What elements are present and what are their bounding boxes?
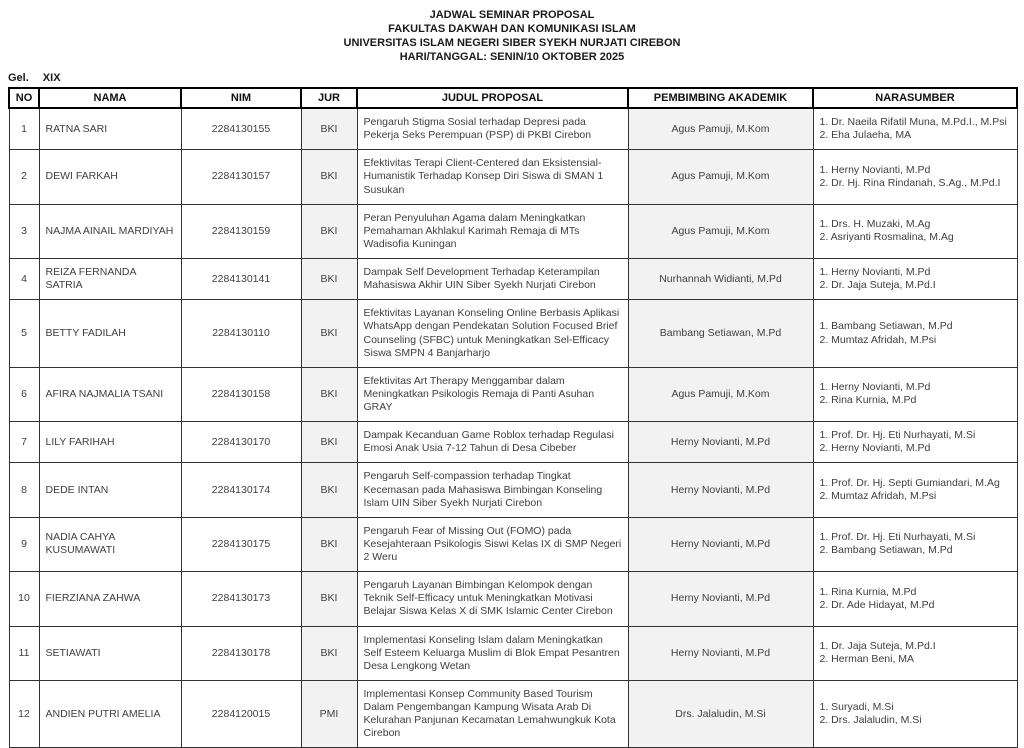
cell-judul-proposal: Efektivitas Layanan Konseling Online Berbasis Aplikasi WhatsApp dengan Pendekatan Solution Focused Brief Counseling (SFBC) untuk Meningkatkan Sel-Efficacy Siswa SMPN 4 Banjarharjo xyxy=(357,300,628,368)
cell-jur: BKI xyxy=(301,463,357,517)
narasumber-line: 1. Dr. Jaja Suteja, M.Pd.I xyxy=(819,640,936,653)
col-header-nama: NAMA xyxy=(39,88,181,108)
narasumber-line: 2. Rina Kurnia, M.Pd xyxy=(819,394,917,407)
table-row xyxy=(9,150,1017,204)
cell-narasumber xyxy=(813,259,1017,300)
cell-narasumber xyxy=(813,150,1017,204)
narasumber-line: 1. Dr. Naeila Rifatil Muna, M.Pd.I., M.Psi xyxy=(819,116,1007,128)
cell-jur: PMI xyxy=(301,680,357,748)
narasumber-line: 1. Herny Novianti, M.Pd xyxy=(819,381,931,394)
cell-judul-proposal: Efektivitas Terapi Client-Centered dan Eksistensial-Humanistik Terhadap Konsep Diri Siswa di SMAN 1 Susukan xyxy=(357,150,628,204)
group-label xyxy=(8,72,1024,84)
cell-narasumber xyxy=(813,367,1017,421)
cell-no: 10 xyxy=(9,572,39,626)
narasumber-line: 1. Herny Novianti, M.Pd xyxy=(819,266,931,278)
cell-jur: BKI xyxy=(301,422,357,463)
cell-pembimbing-akademik: Herny Novianti, M.Pd xyxy=(628,572,813,626)
cell-nama: FIERZIANA ZAHWA xyxy=(39,572,181,626)
table-row xyxy=(9,572,1017,626)
cell-nim: 2284130175 xyxy=(181,517,301,571)
cell-no: 3 xyxy=(9,204,39,258)
cell-judul-proposal: Dampak Kecanduan Game Roblox terhadap Regulasi Emosi Anak Usia 7-12 Tahun di Desa Cibeber xyxy=(357,422,628,463)
col-header-judul-proposal: JUDUL PROPOSAL xyxy=(357,88,628,108)
cell-judul-proposal: Peran Penyuluhan Agama dalam Meningkatkan Pemahaman Akhlakul Karimah Remaja di MTs Wadisofia Kuningan xyxy=(357,204,628,258)
cell-nama: DEDE INTAN xyxy=(39,463,181,517)
cell-narasumber xyxy=(813,572,1017,626)
title-line-1: JADWAL SEMINAR PROPOSAL xyxy=(429,9,595,21)
cell-judul-proposal: Pengaruh Self-compassion terhadap Tingkat Kecemasan pada Mahasiswa Bimbingan Konseling Islam UIN Siber Syekh Nurjati Cirebon xyxy=(357,463,628,517)
title-line-4: HARI/TANGGAL: SENIN/10 OKTOBER 2025 xyxy=(399,51,625,63)
cell-nim: 2284130178 xyxy=(181,626,301,680)
cell-nim: 2284130173 xyxy=(181,572,301,626)
col-header-narasumber: NARASUMBER xyxy=(813,88,1017,108)
narasumber-line: 2. Eha Julaeha, MA xyxy=(819,129,912,142)
cell-nim: 2284130158 xyxy=(181,367,301,421)
cell-pembimbing-akademik: Herny Novianti, M.Pd xyxy=(628,517,813,571)
cell-no: 11 xyxy=(9,626,39,680)
cell-no: 4 xyxy=(9,259,39,300)
narasumber-line: 2. Herman Beni, MA xyxy=(819,653,915,666)
table-row xyxy=(9,680,1017,748)
group-label-value: XIX xyxy=(42,72,61,84)
narasumber-line: 2. Herny Novianti, M.Pd xyxy=(819,442,931,455)
cell-pembimbing-akademik: Herny Novianti, M.Pd xyxy=(628,422,813,463)
cell-narasumber xyxy=(813,463,1017,517)
cell-jur: BKI xyxy=(301,626,357,680)
cell-judul-proposal: Efektivitas Art Therapy Menggambar dalam Meningkatkan Psikologis Remaja di Panti Asuhan GRAY xyxy=(357,367,628,421)
cell-pembimbing-akademik: Herny Novianti, M.Pd xyxy=(628,463,813,517)
cell-nim: 2284130157 xyxy=(181,150,301,204)
cell-judul-proposal: Dampak Self Development Terhadap Keterampilan Mahasiswa Akhir UIN Siber Syekh Nurjati Cirebon xyxy=(357,259,628,300)
cell-nama: NAJMA AINAIL MARDIYAH xyxy=(39,204,181,258)
narasumber-line: 2. Bambang Setiawan, M.Pd xyxy=(819,544,953,557)
narasumber-line: 2. Drs. Jalaludin, M.Si xyxy=(819,714,922,727)
cell-nama: REIZA FERNANDA SATRIA xyxy=(39,259,181,300)
cell-jur: BKI xyxy=(301,150,357,204)
col-header-pembimbing-akademik: PEMBIMBING AKADEMIK xyxy=(628,88,813,108)
cell-nim: 2284130155 xyxy=(181,108,301,150)
cell-nama: ANDIEN PUTRI AMELIA xyxy=(39,680,181,748)
table-row xyxy=(9,367,1017,421)
narasumber-line: 2. Mumtaz Afridah, M.Psi xyxy=(819,490,937,503)
cell-narasumber xyxy=(813,300,1017,368)
narasumber-line: 1. Prof. Dr. Hj. Eti Nurhayati, M.Si xyxy=(819,531,976,544)
narasumber-line: 2. Dr. Jaja Suteja, M.Pd.I xyxy=(819,279,936,292)
cell-no: 8 xyxy=(9,463,39,517)
cell-judul-proposal: Pengaruh Stigma Sosial terhadap Depresi pada Pekerja Seks Perempuan (PSP) di PKBI Cirebon xyxy=(357,108,628,150)
cell-narasumber xyxy=(813,108,1017,150)
cell-jur: BKI xyxy=(301,367,357,421)
cell-pembimbing-akademik: Agus Pamuji, M.Kom xyxy=(628,204,813,258)
table-row xyxy=(9,422,1017,463)
narasumber-line: 2. Dr. Hj. Rina Rindanah, S.Ag., M.Pd.I xyxy=(819,176,1001,189)
table-header-row xyxy=(9,88,1017,108)
table-row xyxy=(9,626,1017,680)
narasumber-line: 1. Suryadi, M.Si xyxy=(819,701,894,713)
cell-nim: 2284130159 xyxy=(181,204,301,258)
cell-jur: BKI xyxy=(301,517,357,571)
cell-nama: LILY FARIHAH xyxy=(39,422,181,463)
table-row xyxy=(9,108,1017,150)
cell-pembimbing-akademik: Agus Pamuji, M.Kom xyxy=(628,150,813,204)
cell-narasumber xyxy=(813,626,1017,680)
table-row xyxy=(9,204,1017,258)
col-header-no: NO xyxy=(9,88,39,108)
col-header-jur: JUR xyxy=(301,88,357,108)
title-line-3: UNIVERSITAS ISLAM NEGERI SIBER SYEKH NURJATI CIREBON xyxy=(343,37,681,49)
cell-no: 9 xyxy=(9,517,39,571)
cell-no: 12 xyxy=(9,680,39,748)
cell-narasumber xyxy=(813,680,1017,748)
table-row xyxy=(9,300,1017,368)
cell-pembimbing-akademik: Herny Novianti, M.Pd xyxy=(628,626,813,680)
cell-jur: BKI xyxy=(301,300,357,368)
cell-no: 7 xyxy=(9,422,39,463)
table-row xyxy=(9,259,1017,300)
cell-nama: BETTY FADILAH xyxy=(39,300,181,368)
cell-nama: SETIAWATI xyxy=(39,626,181,680)
narasumber-line: 1. Drs. H. Muzaki, M.Ag xyxy=(819,218,931,231)
cell-no: 5 xyxy=(9,300,39,368)
cell-nama: RATNA SARI xyxy=(39,108,181,150)
table-row xyxy=(9,517,1017,571)
cell-nim: 2284130141 xyxy=(181,259,301,300)
cell-nim: 2284130110 xyxy=(181,300,301,368)
narasumber-line: 2. Mumtaz Afridah, M.Psi xyxy=(819,333,937,346)
cell-nama: DEWI FARKAH xyxy=(39,150,181,204)
cell-pembimbing-akademik: Bambang Setiawan, M.Pd xyxy=(628,300,813,368)
cell-judul-proposal: Pengaruh Fear of Missing Out (FOMO) pada Kesejahteraan Psikologis Siswi Kelas IX di SMP Negeri 2 Weru xyxy=(357,517,628,571)
table-body xyxy=(9,108,1017,748)
cell-narasumber xyxy=(813,422,1017,463)
seminar-schedule-table xyxy=(8,87,1018,748)
group-label-prefix: Gel. xyxy=(8,72,29,84)
cell-jur: BKI xyxy=(301,259,357,300)
narasumber-line: 1. Rina Kurnia, M.Pd xyxy=(819,585,917,598)
cell-judul-proposal: Implementasi Konseling Islam dalam Meningkatkan Self Esteem Keluarga Muslim di Blok Empat Pesantren Desa Lengkong Wetan xyxy=(357,626,628,680)
cell-nama: AFIRA NAJMALIA TSANI xyxy=(39,367,181,421)
cell-narasumber xyxy=(813,517,1017,571)
cell-nim: 2284130174 xyxy=(181,463,301,517)
narasumber-line: 1. Bambang Setiawan, M.Pd xyxy=(819,320,953,333)
narasumber-line: 2. Asriyanti Rosmalina, M.Ag xyxy=(819,231,954,244)
cell-judul-proposal: Pengaruh Layanan Bimbingan Kelompok dengan Teknik Self-Efficacy untuk Meningkatkan Motivasi Belajar Siswa Kelas X di SMK Islamic Center Cirebon xyxy=(357,572,628,626)
cell-jur: BKI xyxy=(301,204,357,258)
cell-nama: NADIA CAHYA KUSUMAWATI xyxy=(39,517,181,571)
cell-narasumber xyxy=(813,204,1017,258)
narasumber-line: 1. Herny Novianti, M.Pd xyxy=(819,163,931,176)
title-line-2: FAKULTAS DAKWAH DAN KOMUNIKASI ISLAM xyxy=(388,23,636,35)
cell-judul-proposal: Implementasi Konsep Community Based Tourism Dalam Pengembangan Kampung Wisata Arab Di Kelurahan Panjunan Kecamatan Lemahwungkuk Kota Cirebon xyxy=(357,680,628,748)
document-title-block xyxy=(0,0,1024,64)
cell-no: 2 xyxy=(9,150,39,204)
narasumber-line: 1. Prof. Dr. Hj. Eti Nurhayati, M.Si xyxy=(819,429,976,442)
cell-nim: 2284120015 xyxy=(181,680,301,748)
cell-pembimbing-akademik: Agus Pamuji, M.Kom xyxy=(628,108,813,150)
cell-jur: BKI xyxy=(301,108,357,150)
cell-jur: BKI xyxy=(301,572,357,626)
cell-pembimbing-akademik: Agus Pamuji, M.Kom xyxy=(628,367,813,421)
col-header-nim: NIM xyxy=(181,88,301,108)
cell-pembimbing-akademik: Drs. Jalaludin, M.Si xyxy=(628,680,813,748)
narasumber-line: 2. Dr. Ade Hidayat, M.Pd xyxy=(819,598,935,611)
cell-nim: 2284130170 xyxy=(181,422,301,463)
cell-no: 6 xyxy=(9,367,39,421)
cell-pembimbing-akademik: Nurhannah Widianti, M.Pd xyxy=(628,259,813,300)
table-row xyxy=(9,463,1017,517)
cell-no: 1 xyxy=(9,108,39,150)
narasumber-line: 1. Prof. Dr. Hj. Septi Gumiandari, M.Ag xyxy=(819,476,1000,489)
